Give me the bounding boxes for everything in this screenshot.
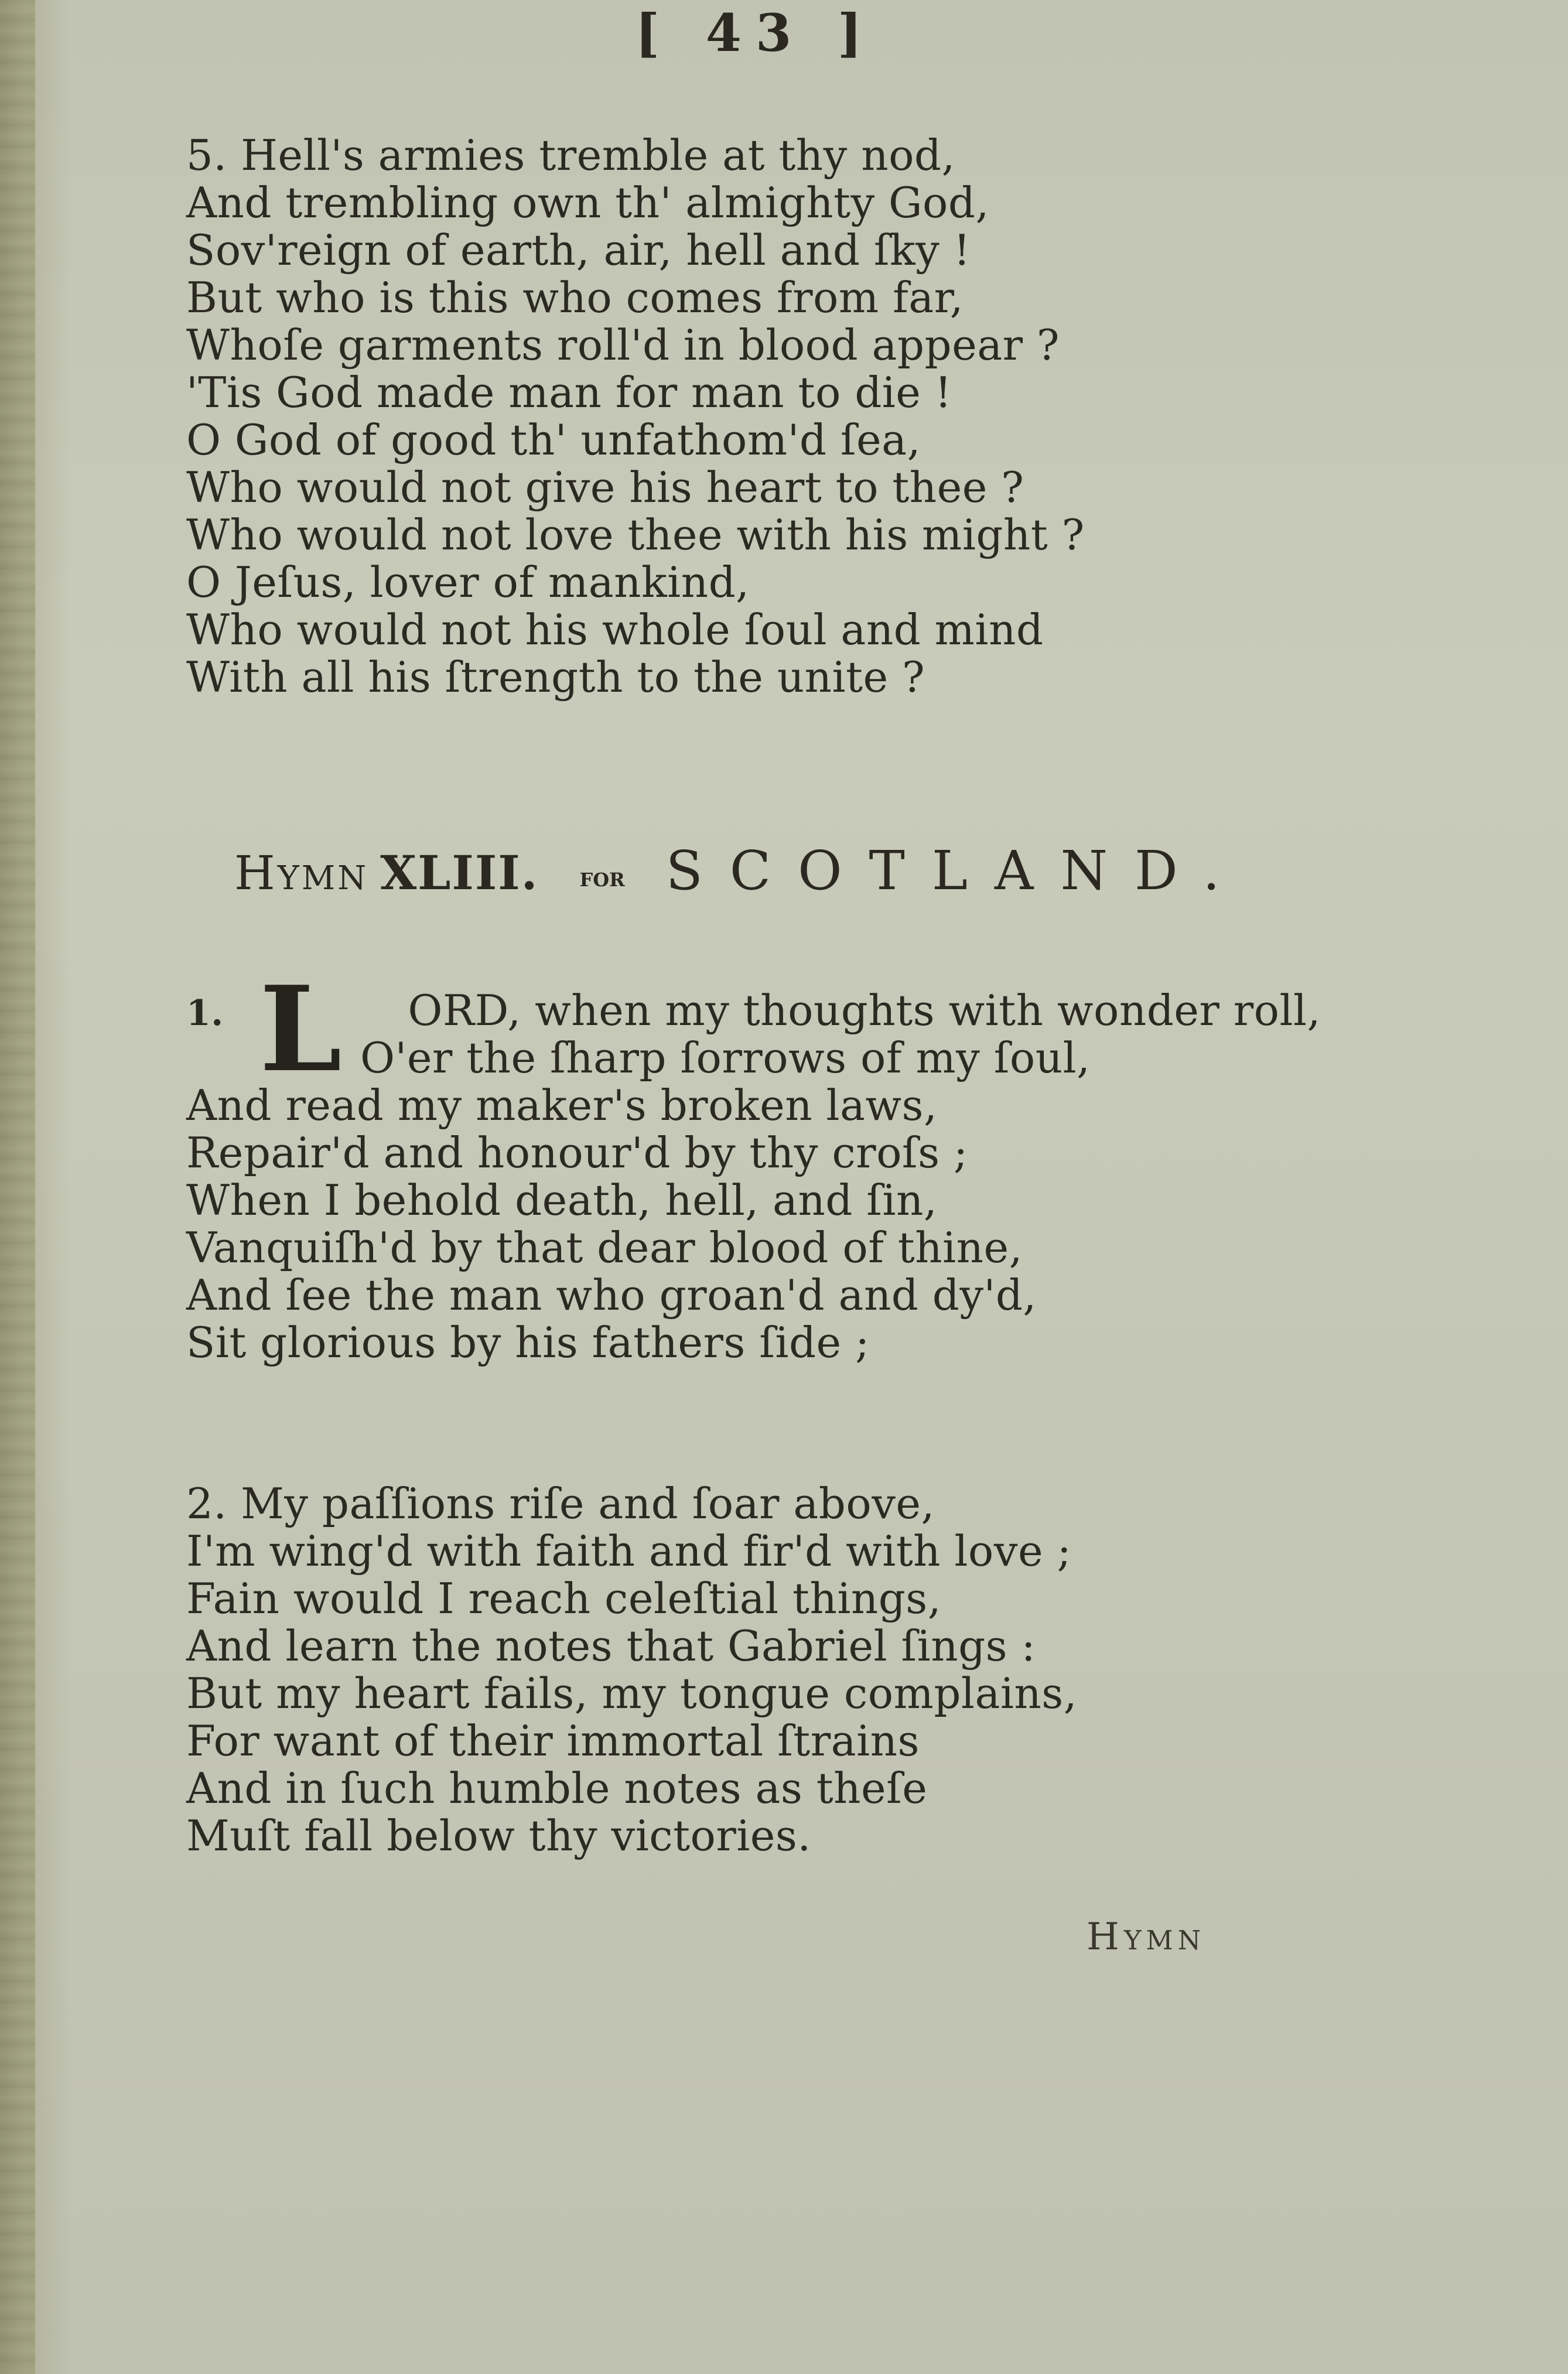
verse-line: Whoſe garments roll'd in blood appear ?	[186, 320, 1060, 370]
verse-line: Sov'reign of earth, air, hell and ſky !	[186, 226, 971, 275]
verse-line: And in ſuch humble notes as theſe	[186, 1764, 928, 1813]
stanza-continued	[186, 132, 1085, 701]
verse-line: Fain would I reach celeſtial things,	[186, 1574, 942, 1623]
verse-line: Vanquiſh'd by that dear blood of thine,	[186, 1223, 1023, 1272]
hymn-number: XLIII.	[380, 845, 539, 900]
hymn-word: Hymn	[234, 846, 369, 900]
verse-line	[186, 1034, 1321, 1082]
verse-line: Who would not love thee with his might ?	[186, 510, 1085, 559]
drop-capital: L	[259, 961, 343, 1098]
page-spine-edge	[0, 0, 35, 2374]
verse-line: For want of their immortal ſtrains	[186, 1716, 920, 1765]
page-number: [ 43 ]	[635, 2, 876, 63]
for-word: for	[579, 861, 625, 893]
hymn-heading	[234, 839, 1289, 903]
verse-line: And learn the notes that Gabriel ſings :	[186, 1621, 1036, 1671]
verse-line: Who would not his whole ſoul and mind	[186, 605, 1044, 654]
verse-line-text: O'er the ſharp ſorrows of my ſoul,	[360, 1033, 1091, 1082]
verse-line: Who would not give his heart to thee ?	[186, 463, 1024, 512]
catchword: Hymn	[1087, 1915, 1205, 1959]
verse-line-text: ORD, when my thoughts with wonder roll,	[408, 986, 1321, 1035]
verse-line: But who is this who comes from far,	[186, 273, 964, 322]
verse-line: Sit glorious by his fathers ſide ;	[186, 1318, 870, 1367]
stanza-1	[186, 961, 1321, 1367]
verse-line: O Jeſus, lover of mankind,	[186, 558, 750, 607]
verse-line: And ſee the man who groan'd and dy'd,	[186, 1270, 1037, 1320]
stanza-2	[186, 1480, 1077, 1860]
verse-line: And trembling own th' almighty God,	[186, 178, 989, 227]
verse-line: But my heart fails, my tongue complains,	[186, 1669, 1078, 1718]
verse-line: O God of good th' unfathom'd ſea,	[186, 415, 921, 464]
verse-line: And read my maker's broken laws,	[186, 1081, 938, 1130]
verse-line: 2. My paſſions riſe and ſoar above,	[186, 1479, 935, 1528]
verse-number: 1.	[186, 993, 224, 1034]
verse-line: With all his ſtrength to the unite ?	[186, 653, 925, 702]
verse-line: 'Tis God made man for man to die !	[186, 368, 952, 417]
verse-line: When I behold death, hell, and ſin,	[186, 1176, 938, 1225]
verse-line: 5. Hell's armies tremble at thy nod,	[186, 131, 955, 180]
verse-line: I'm wing'd with faith and fir'd with love ;	[186, 1526, 1072, 1576]
verse-line: Muſt fall below thy victories.	[186, 1811, 811, 1860]
hymn-dedication: SCOTLAND.	[665, 839, 1247, 902]
verse-line: Repair'd and honour'd by thy croſs ;	[186, 1128, 968, 1177]
